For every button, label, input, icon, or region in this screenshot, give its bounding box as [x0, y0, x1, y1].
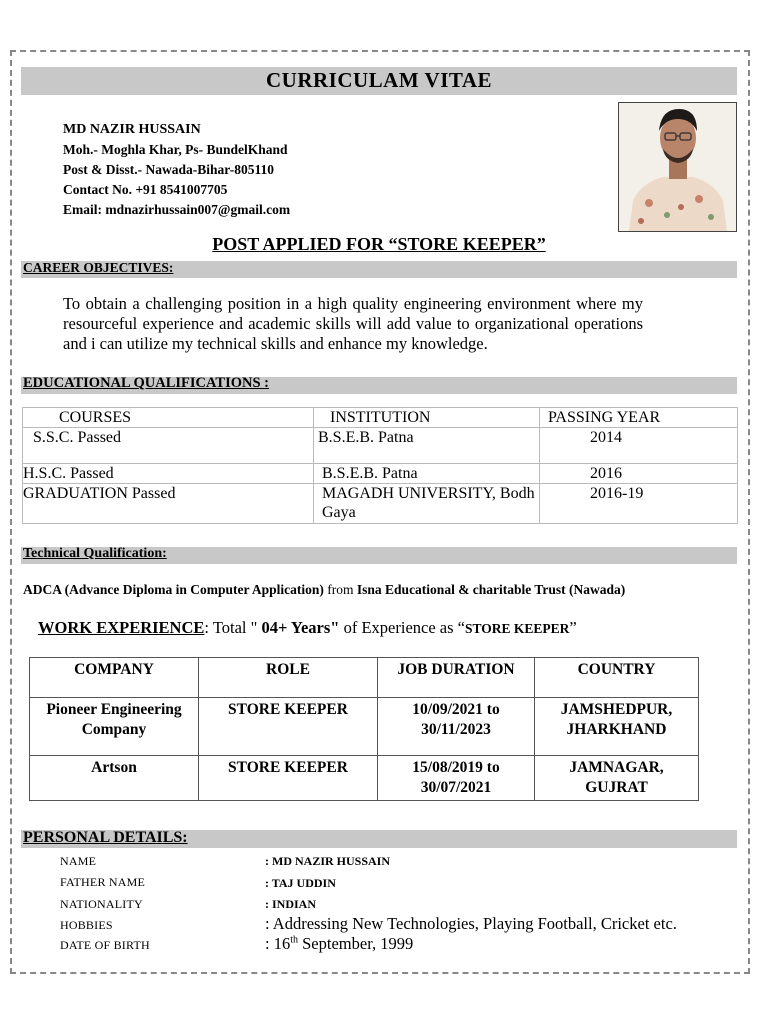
- pd-dob-label: DATE OF BIRTH: [60, 938, 150, 952]
- work-years: 04+ Years": [257, 618, 340, 637]
- work-heading-label: WORK EXPERIENCE: [38, 618, 205, 637]
- tech-course: ADCA (Advance Diploma in Computer Application): [23, 582, 324, 597]
- cv-title: CURRICULAM VITAE: [266, 68, 492, 92]
- pd-father-value: : TAJ UDDIN: [265, 876, 336, 890]
- pd-name-label: NAME: [60, 854, 97, 868]
- pd-hobbies-value: : Addressing New Technologies, Playing Football, Cricket etc.: [265, 914, 677, 933]
- col-job-duration: JOB DURATION: [378, 658, 535, 698]
- col-role: ROLE: [199, 658, 378, 698]
- table-row: [23, 428, 738, 464]
- education-header-row: [23, 408, 738, 428]
- work-experience-heading: [38, 618, 577, 638]
- table-row: [23, 464, 738, 484]
- technical-heading: Technical Qualification:: [23, 546, 167, 561]
- work-duration: 15/08/2019 to 30/07/2021: [378, 756, 535, 801]
- pd-dob-value: [265, 934, 413, 954]
- work-country: JAMSHEDPUR, JHARKHAND: [535, 698, 699, 756]
- email-address: Email: mdnazirhussain007@gmail.com: [63, 202, 291, 217]
- applicant-name: MD NAZIR HUSSAIN: [63, 122, 201, 137]
- edu-institution: B.S.E.B. Patna: [314, 428, 540, 464]
- contact-number: Contact No. +91 8541007705: [63, 182, 228, 197]
- work-company: Pioneer Engineering Company: [30, 698, 199, 756]
- pd-name-value: : MD NAZIR HUSSAIN: [265, 854, 391, 868]
- col-country: COUNTRY: [535, 658, 699, 698]
- education-table: [22, 407, 738, 524]
- work-role-title: STORE KEEPER: [464, 621, 570, 636]
- pd-dob-suffix: September, 1999: [298, 934, 414, 953]
- tech-from: from: [323, 582, 357, 597]
- work-summary-prefix: : Total ": [204, 618, 258, 637]
- work-summary-suffix: of Experience as “: [339, 618, 465, 637]
- pd-nationality-label: NATIONALITY: [60, 897, 143, 911]
- edu-year: 2014: [540, 428, 738, 464]
- table-row: [23, 484, 738, 524]
- post-applied: [21, 234, 737, 255]
- work-country: JAMNAGAR, GUJRAT: [535, 756, 699, 801]
- address-line-2: Post & Disst.- Nawada-Bihar-805110: [63, 162, 274, 177]
- career-heading: CAREER OBJECTIVES:: [23, 260, 174, 275]
- col-passing-year: PASSING YEAR: [540, 408, 738, 428]
- pd-father-label: FATHER NAME: [60, 875, 145, 889]
- edu-course: H.S.C. Passed: [23, 464, 314, 484]
- profile-photo: [618, 102, 737, 232]
- pd-dob-sup: th: [290, 934, 298, 946]
- tech-institute: Isna Educational & charitable Trust (Nawada): [356, 582, 626, 597]
- career-objective-text: To obtain a challenging position in a high quality engineering environment where my resourceful experience and academic skills will add value to organizational operations and i can utilize my technical skills and enhance my knowledge.: [63, 294, 643, 353]
- pd-nationality-value: : INDIAN: [265, 897, 316, 911]
- work-table: [29, 657, 699, 801]
- pd-hobbies-label: HOBBIES: [60, 918, 113, 932]
- edu-institution: B.S.E.B. Patna: [314, 464, 540, 484]
- pd-dob-prefix: : 16: [265, 934, 291, 953]
- col-courses: COURSES: [23, 408, 314, 428]
- work-header-row: [30, 658, 699, 698]
- personal-heading: PERSONAL DETAILS:: [23, 829, 188, 846]
- edu-institution: MAGADH UNIVERSITY, Bodh Gaya: [314, 484, 540, 524]
- table-row: [30, 756, 699, 801]
- work-role: STORE KEEPER: [199, 756, 378, 801]
- work-close-quote: ”: [569, 618, 577, 637]
- col-institution: INSTITUTION: [314, 408, 540, 428]
- edu-year: 2016: [540, 464, 738, 484]
- work-company: Artson: [30, 756, 199, 801]
- edu-course: S.S.C. Passed: [23, 428, 314, 464]
- post-applied-text: POST APPLIED FOR “STORE KEEPER”: [212, 234, 546, 254]
- edu-course: GRADUATION Passed: [23, 484, 314, 524]
- work-role: STORE KEEPER: [199, 698, 378, 756]
- education-heading: EDUCATIONAL QUALIFICATIONS :: [23, 375, 269, 391]
- technical-qualification: [23, 582, 625, 598]
- edu-year: 2016-19: [540, 484, 738, 524]
- table-row: [30, 698, 699, 756]
- col-company: COMPANY: [30, 658, 199, 698]
- address-line-1: Moh.- Moghla Khar, Ps- BundelKhand: [63, 142, 288, 157]
- work-duration: 10/09/2021 to 30/11/2023: [378, 698, 535, 756]
